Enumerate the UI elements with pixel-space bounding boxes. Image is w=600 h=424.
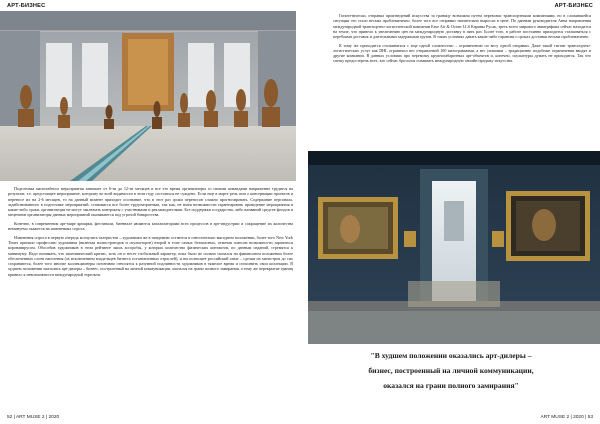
right-page-footer: ART MUSE 2 | 2020 | 53	[540, 415, 593, 420]
left-page-body	[8, 186, 293, 381]
left-section-label: АРТ-БИЗНЕС	[7, 3, 46, 9]
left-paragraph-3: Изменения спроса в первую очередь коснулись галеристов – художники же в пандемию остаются в относительно выгодном положении, более того New York Times приняло профессию художника (включая иллюстраторов и скульпторов) второй в топе самых безопасных, отмечая плюсом возможности заразиться коронавирусом. Обособив художников в этом рейтинге лишь ассоробы, у которых количество физических контактов, по данным изданий, стремятся к минимуму. Надо понимать, что экономический кризис, хоть он и несет глобальный характер, пока было не сильно сказался на финансовом положении более обеспеченных слоев населения (за исключением владельцев бизнеса остановленных отраслей), и им позволяет российский опыт – сделки их магистров до сих сохраняются, более того многие коллекционеры позитивно относятся к разумной подлинности художников в тяжелое время и пополнить свои коллекции. В худшем положении оказались арт-дилеры – бизнес, построенный на личной коммуникации, оказался на грани полного замирания, а тему же перекрытие границ привело к невозможности международной торговли.	[8, 234, 293, 277]
left-paragraph-2: Конечно, в современном арт-мире ярмарки, фестивали, биеннале являются катализаторами всех процессов в арт-индустрии и сокращение их количества неминуемо скажется на изменениях спроса.	[8, 220, 293, 232]
right-page-body	[333, 13, 591, 147]
pull-quote-line-1: "В худшем положении оказались арт-дилеры –	[370, 351, 532, 360]
pull-quote	[322, 348, 580, 393]
right-paragraph-1: Гипотетически, отправка произведений искусства за границу возможна путем перевозки транспортными компаниями, но в сложившейся ситуации это стало весьма проблематично, более того все отправки значительно выросли в цене. По данным руководителя Анна направления международной транспортно-логистической компании Ease Air & Ocean LLS Карины Русак, треть всего мирового авиатрафика сейчас находится на земле, что привело к увеличению цен на международную доставку в пять раз. Более того, в работе постоянно приходится сталкиваться с перебоями доставок и длительными задержками грузов. В таких условиях давать какие-либо гарантии о сроках доставки весьма проблематично.	[333, 13, 591, 39]
pull-quote-line-2: бизнес, построенный на личной коммуникации,	[368, 366, 534, 375]
museum-room-with-paintings-photo	[308, 151, 600, 344]
right-paragraph-2: К тому же приходится сталкиваться с еще одной сложностью – ограничению по весу одной отправки. Даже такой гигант транспортно-логистических услуг как DHL ограничил вес отправлений 100 килограммами, а вес упаковки – традиционно подобные ограничения вводят и другие компании. В данных условиях про перевозку крупногабаритных арт-объектов и, конечно, скульптуры думать не приходится. Так что спешу предостеречь всех, кто сейчас бросился осваивать международную онлайн продажу искусства.	[333, 42, 591, 64]
pull-quote-line-3: оказался на грани полного замирания"	[383, 381, 519, 390]
left-page-footer: 52 | ART MUSE 2 | 2020	[7, 415, 60, 420]
right-section-label: АРТ-БИЗНЕС	[554, 3, 593, 9]
gallery-hall-with-sculptures-photo	[0, 11, 296, 181]
left-paragraph-1: Подготовка масштабного мероприятия занимает от 6-ти до 12-ти месяцев и все это время организаторы со своими командами напряженно трудятся на результат, т.е. предстоящее мероприятие, которому во всей видимости в этом году состояться не суждено. Если еще в марте речь шла о консервации проектов и переносе их на 2-6 месяцев, то на данный момент приходит осознание, что в этот раз сроки переносов сложно прогнозировать. Содержание персонала, задействованного в подготовке мероприятий, становится все более трудозатратным, так как, не имея возможности гарантировать проведение мероприятия в какие-либо сроки, организаторы не могут заключать контракты с участниками и рекламодателями. Без поддержки государства, либо вливаний средств фондов и меценатов организаторы данных мероприятий оказываются под угрозой банкротства.	[8, 186, 293, 218]
